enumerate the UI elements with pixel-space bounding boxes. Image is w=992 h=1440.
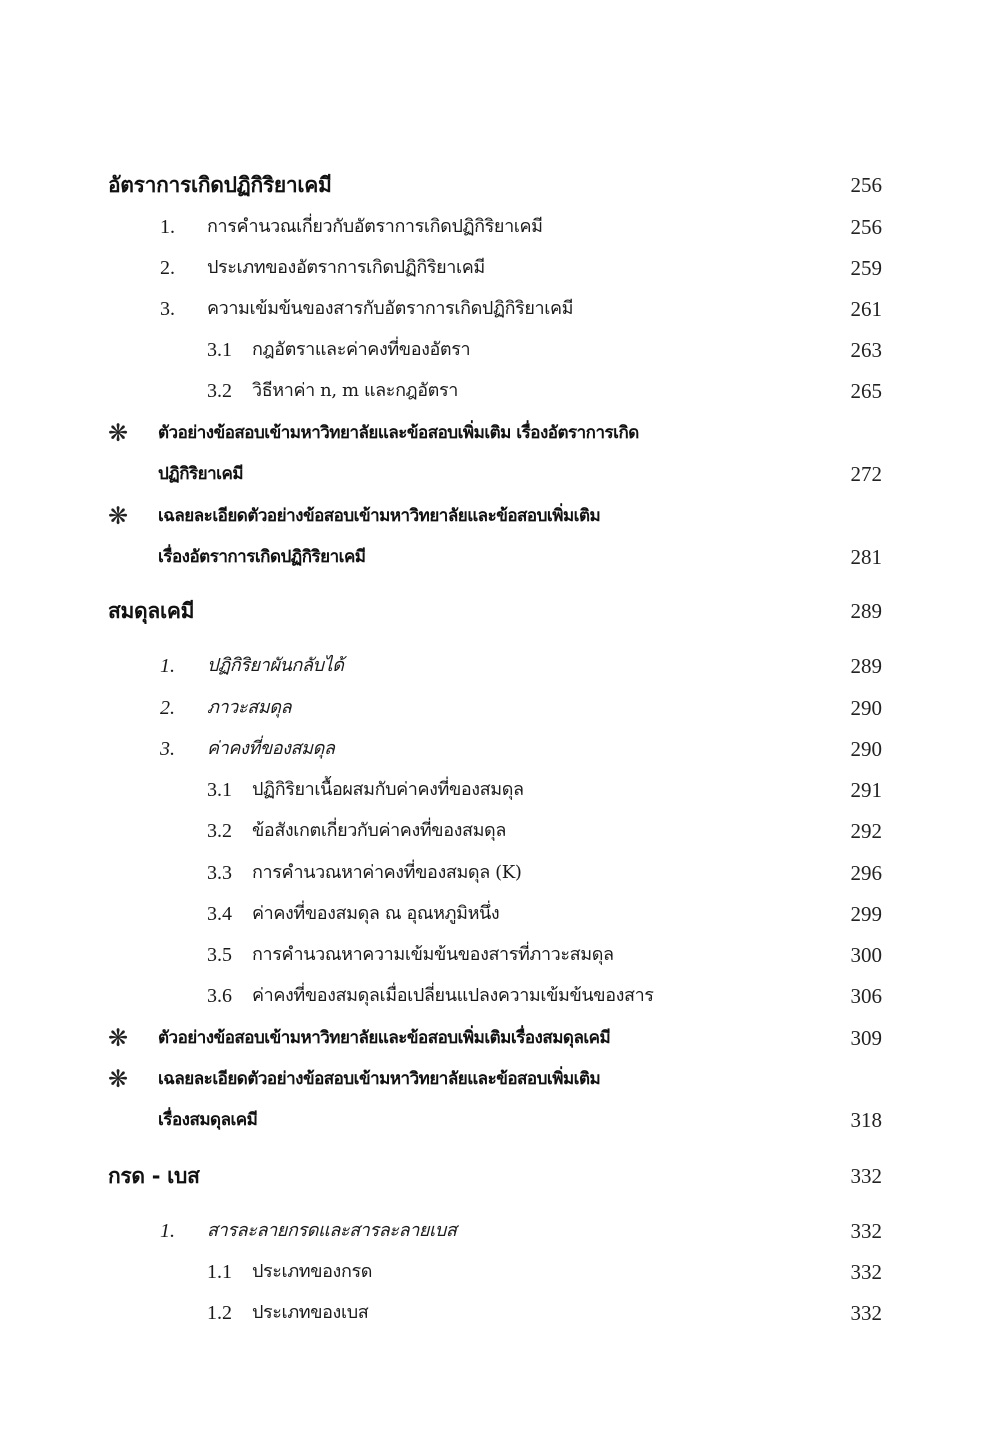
page-number: 332 — [850, 1219, 882, 1243]
page-number: 290 — [850, 737, 882, 761]
subitem-number: 3.2 — [207, 820, 232, 842]
page-number: 289 — [850, 599, 882, 623]
item-title: สารละลายกรดและสารละลายเบส — [207, 1220, 457, 1241]
page-number: 256 — [850, 215, 882, 239]
toc-subitem[interactable] — [0, 1252, 992, 1292]
toc-chapter-chemical-equilibrium[interactable] — [0, 591, 992, 631]
item-number: 1. — [160, 216, 175, 238]
toc-exam-solutions-reaction-rate[interactable] — [0, 496, 992, 536]
item-title: ปฏิกิริยาผันกลับได้ — [207, 655, 344, 676]
asterisk-bullet-icon: ❋ — [108, 419, 129, 447]
subitem-number: 3.1 — [207, 779, 232, 801]
subitem-title: การคำนวณหาค่าคงที่ของสมดุล (K) — [252, 862, 522, 883]
item-title: ความเข้มข้นของสารกับอัตราการเกิดปฏิกิริยาเคมี — [207, 298, 574, 319]
page-number: 265 — [850, 379, 882, 403]
subitem-title: ประเภทของกรด — [252, 1261, 373, 1282]
page-number: 318 — [850, 1108, 882, 1132]
page-number: 332 — [850, 1301, 882, 1325]
subitem-title: ค่าคงที่ของสมดุลเมื่อเปลี่ยนแปลงความเข้มข้นของสาร — [252, 985, 654, 1006]
subitem-number: 3.6 — [207, 985, 232, 1007]
toc-subitem[interactable] — [0, 894, 992, 934]
toc-exam-solutions-equilibrium-cont[interactable] — [0, 1100, 992, 1140]
item-title-line1: เฉลยละเอียดตัวอย่างข้อสอบเข้ามหาวิทยาลัยและข้อสอบเพิ่มเติม — [158, 506, 601, 526]
page-number: 299 — [850, 902, 882, 926]
page-number: 263 — [850, 338, 882, 362]
item-number: 1. — [160, 655, 175, 677]
toc-subitem[interactable] — [0, 853, 992, 893]
page-number: 256 — [850, 173, 882, 197]
subitem-number: 3.4 — [207, 903, 232, 925]
page-number: 309 — [850, 1026, 882, 1050]
item-title-line1: เฉลยละเอียดตัวอย่างข้อสอบเข้ามหาวิทยาลัยและข้อสอบเพิ่มเติม — [158, 1069, 601, 1089]
item-title-line2: เรื่องอัตราการเกิดปฏิกิริยาเคมี — [158, 547, 366, 567]
page-number: 272 — [850, 462, 882, 486]
subitem-title: ประเภทของเบส — [252, 1302, 369, 1323]
subitem-title: ปฏิกิริยาเนื้อผสมกับค่าคงที่ของสมดุล — [252, 779, 524, 800]
subitem-number: 3.1 — [207, 339, 232, 361]
toc-item[interactable] — [0, 207, 992, 247]
asterisk-bullet-icon: ❋ — [108, 1024, 129, 1052]
toc-subitem[interactable] — [0, 976, 992, 1016]
chapter-title: สมดุลเคมี — [108, 599, 195, 623]
toc-chapter-acid-base[interactable] — [0, 1156, 992, 1196]
toc-item[interactable] — [0, 1211, 992, 1251]
subitem-number: 3.3 — [207, 862, 232, 884]
item-number: 3. — [160, 738, 175, 760]
item-title: ประเภทของอัตราการเกิดปฏิกิริยาเคมี — [207, 257, 485, 278]
item-title-line1: ตัวอย่างข้อสอบเข้ามหาวิทยาลัยและข้อสอบเพิ่มเติมเรื่องสมดุลเคมี — [158, 1028, 611, 1048]
toc-item[interactable] — [0, 688, 992, 728]
item-title-line1: ตัวอย่างข้อสอบเข้ามหาวิทยาลัยและข้อสอบเพิ่มเติม เรื่องอัตราการเกิด — [158, 423, 639, 443]
subitem-number: 3.5 — [207, 944, 232, 966]
page-number: 332 — [850, 1164, 882, 1188]
chapter-title: อัตราการเกิดปฏิกิริยาเคมี — [108, 173, 332, 197]
toc-subitem[interactable] — [0, 330, 992, 370]
toc-item[interactable] — [0, 289, 992, 329]
item-number: 3. — [160, 298, 175, 320]
toc-item[interactable] — [0, 646, 992, 686]
asterisk-bullet-icon: ❋ — [108, 1065, 129, 1093]
subitem-title: วิธีหาค่า n, m และกฎอัตรา — [252, 380, 458, 401]
item-title-line2: ปฏิกิริยาเคมี — [158, 464, 244, 484]
subitem-number: 1.2 — [207, 1302, 232, 1324]
page-number: 289 — [850, 654, 882, 678]
toc-subitem[interactable] — [0, 935, 992, 975]
page-number: 306 — [850, 984, 882, 1008]
item-number: 1. — [160, 1220, 175, 1242]
toc-subitem[interactable] — [0, 1293, 992, 1333]
toc-item[interactable] — [0, 248, 992, 288]
toc-exam-solutions-reaction-rate-cont[interactable] — [0, 537, 992, 577]
toc-exam-examples-equilibrium[interactable] — [0, 1018, 992, 1058]
toc-subitem[interactable] — [0, 811, 992, 851]
subitem-title: กฎอัตราและค่าคงที่ของอัตรา — [252, 339, 471, 360]
item-title: การคำนวณเกี่ยวกับอัตราการเกิดปฏิกิริยาเคมี — [207, 216, 543, 237]
toc-item[interactable] — [0, 729, 992, 769]
toc-chapter-reaction-rate[interactable] — [0, 165, 992, 205]
chapter-title: กรด - เบส — [108, 1164, 200, 1188]
page-number: 290 — [850, 696, 882, 720]
page-number: 332 — [850, 1260, 882, 1284]
page-number: 291 — [850, 778, 882, 802]
toc-exam-solutions-equilibrium[interactable] — [0, 1059, 992, 1099]
item-number: 2. — [160, 697, 175, 719]
subitem-title: การคำนวณหาความเข้มข้นของสารที่ภาวะสมดุล — [252, 944, 614, 965]
item-title: ค่าคงที่ของสมดุล — [207, 738, 335, 759]
subitem-number: 1.1 — [207, 1261, 232, 1283]
subitem-title: ข้อสังเกตเกี่ยวกับค่าคงที่ของสมดุล — [252, 820, 506, 841]
toc-subitem[interactable] — [0, 371, 992, 411]
page-number: 261 — [850, 297, 882, 321]
subitem-title: ค่าคงที่ของสมดุล ณ อุณหภูมิหนึ่ง — [252, 903, 500, 924]
item-title: ภาวะสมดุล — [207, 697, 292, 718]
item-title-line2: เรื่องสมดุลเคมี — [158, 1110, 258, 1130]
page-number: 296 — [850, 861, 882, 885]
asterisk-bullet-icon: ❋ — [108, 502, 129, 530]
page-number: 259 — [850, 256, 882, 280]
page-number: 281 — [850, 545, 882, 569]
toc-exam-examples-reaction-rate[interactable] — [0, 413, 992, 453]
page-number: 300 — [850, 943, 882, 967]
item-number: 2. — [160, 257, 175, 279]
toc-exam-examples-reaction-rate-cont[interactable] — [0, 454, 992, 494]
subitem-number: 3.2 — [207, 380, 232, 402]
toc-subitem[interactable] — [0, 770, 992, 810]
page-number: 292 — [850, 819, 882, 843]
